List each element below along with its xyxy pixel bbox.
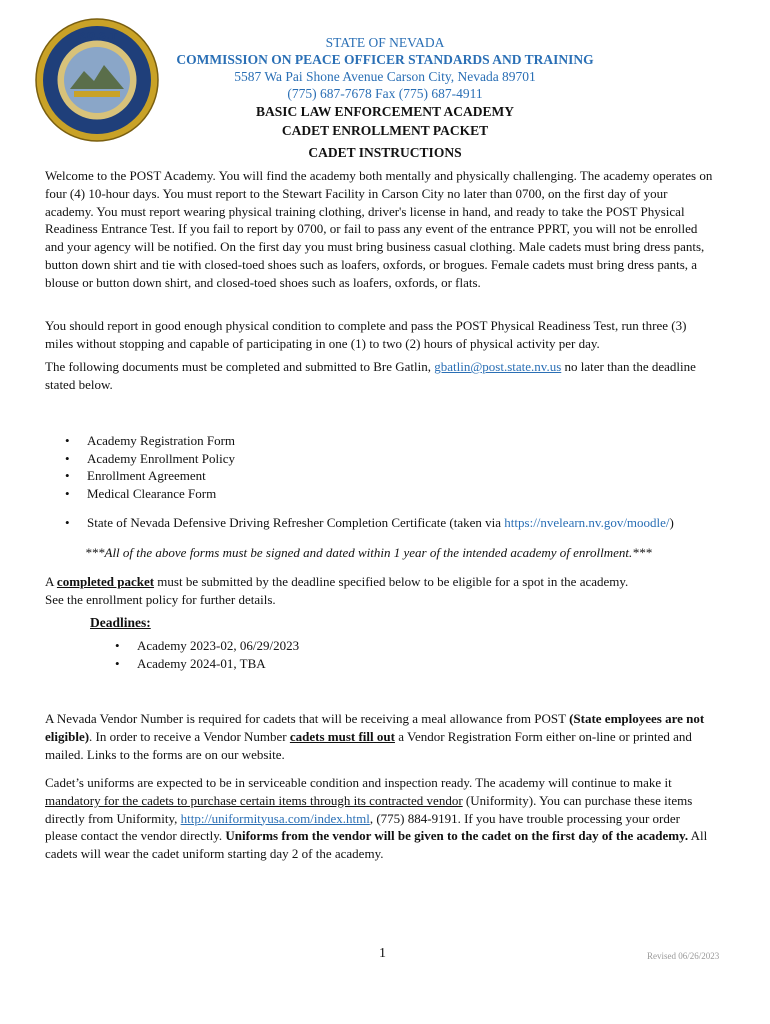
list-item: • Medical Clearance Form bbox=[65, 485, 705, 503]
instructions-heading: CADET INSTRUCTIONS bbox=[308, 145, 462, 160]
physical-paragraph: You should report in good enough physical condition to complete and pass the POST Physical Readiness Test, run three (3) miles without stopping and capable of participating in one (1) to two (2) hours of physical activity per day. bbox=[45, 318, 687, 351]
post-seal-logo bbox=[34, 17, 160, 143]
moodle-link[interactable]: https://nvelearn.nv.gov/moodle/ bbox=[504, 515, 670, 530]
list-item: • Academy Registration Form bbox=[65, 432, 705, 450]
seal-label: P.O.S.T bbox=[77, 31, 117, 42]
list-item: • Academy Enrollment Policy bbox=[65, 450, 705, 468]
academy-title: BASIC LAW ENFORCEMENT ACADEMY bbox=[256, 104, 514, 119]
documents-paragraph: The following documents must be completed and submitted to Bre Gatlin, gbatlin@post.state.nv.us no later than the deadline stated below. bbox=[45, 359, 696, 392]
letterhead bbox=[160, 34, 610, 140]
documents-list bbox=[65, 432, 705, 502]
welcome-paragraph: Welcome to the POST Academy. You will find the academy both mentally and physically challenging. The academy operates on four (4) 10-hour days. You must report to the Stewart Facility in Carson City no later than 0700, on the first day of your academy. You must report wearing physical training clothing, driver's license in hand, and ready to take the POST Physical Readiness Entrance Test. If you fail to report by 0700, or fail to pass any event of the entrance PPRT, you will not be enrolled and your agency will be notified. On the first day you must bring business casual clothing. Male cadets must bring dress pants, button down shirt and tie with closed-toed shoes such as loafers, oxfords, or brogues. Female cadets must bring dress pants, a blouse or button down shirt, and closed-toed shoes such as loafers, oxfords, or flats. bbox=[45, 168, 713, 290]
commission-name: COMMISSION ON PEACE OFFICER STANDARDS AND TRAINING bbox=[176, 52, 594, 67]
deadlines-heading: Deadlines: bbox=[90, 615, 151, 630]
list-item: • Academy 2024-01, TBA bbox=[115, 655, 515, 673]
email-link[interactable]: gbatlin@post.state.nv.us bbox=[434, 359, 562, 374]
revised-date: Revised 06/26/2023 bbox=[647, 951, 720, 961]
packet-title: CADET ENROLLMENT PACKET bbox=[281, 123, 489, 138]
state-name: STATE OF NEVADA bbox=[325, 35, 445, 50]
defensive-driving-list bbox=[65, 514, 725, 532]
signed-note: ***All of the above forms must be signed and dated within 1 year of the intended academy of enrollment.*** bbox=[85, 545, 652, 560]
completed-packet-paragraph: A completed packet must be submitted by the deadline specified below to be eligible for a spot in the academy. See the enrollment policy for further details. bbox=[45, 574, 629, 607]
list-item: • Academy 2023-02, 06/29/2023 bbox=[115, 637, 515, 655]
address: 5587 Wa Pai Shone Avenue Carson City, Nevada 89701 bbox=[234, 69, 536, 84]
list-item: • Enrollment Agreement bbox=[65, 467, 705, 485]
page-number: 1 bbox=[379, 946, 386, 961]
phone-fax: (775) 687-7678 Fax (775) 687-4911 bbox=[287, 86, 483, 101]
uniformity-link[interactable]: http://uniformityusa.com/index.html bbox=[180, 810, 370, 826]
deadlines-list bbox=[115, 637, 515, 672]
list-item: • State of Nevada Defensive Driving Refresher Completion Certificate (taken via https://nvelearn.nv.gov/moodle/) bbox=[65, 514, 725, 532]
vendor-paragraph: A Nevada Vendor Number is required for cadets that will be receiving a meal allowance from POST (State employees are not eligible). In order to receive a Vendor Number cadets must fill out a Vendor Registration Form either on-line or printed and mailed. Links to the forms are on our website. bbox=[45, 711, 705, 762]
uniform-paragraph: Cadet’s uniforms are expected to be in serviceable condition and inspection ready. The academy will continue to make it mandatory for the cadets to purchase certain items through its contracted vendor (Uniformity). You can purchase these items directly from Uniformity, http://uniformityusa.com/index.html, (775) 884-9191. If you have trouble processing your order please contact the vendor directly. Uniforms from the vendor will be given to the cadet on the first day of the academy. All cadets will wear the cadet uniform starting day 2 of the academy. bbox=[45, 775, 708, 862]
